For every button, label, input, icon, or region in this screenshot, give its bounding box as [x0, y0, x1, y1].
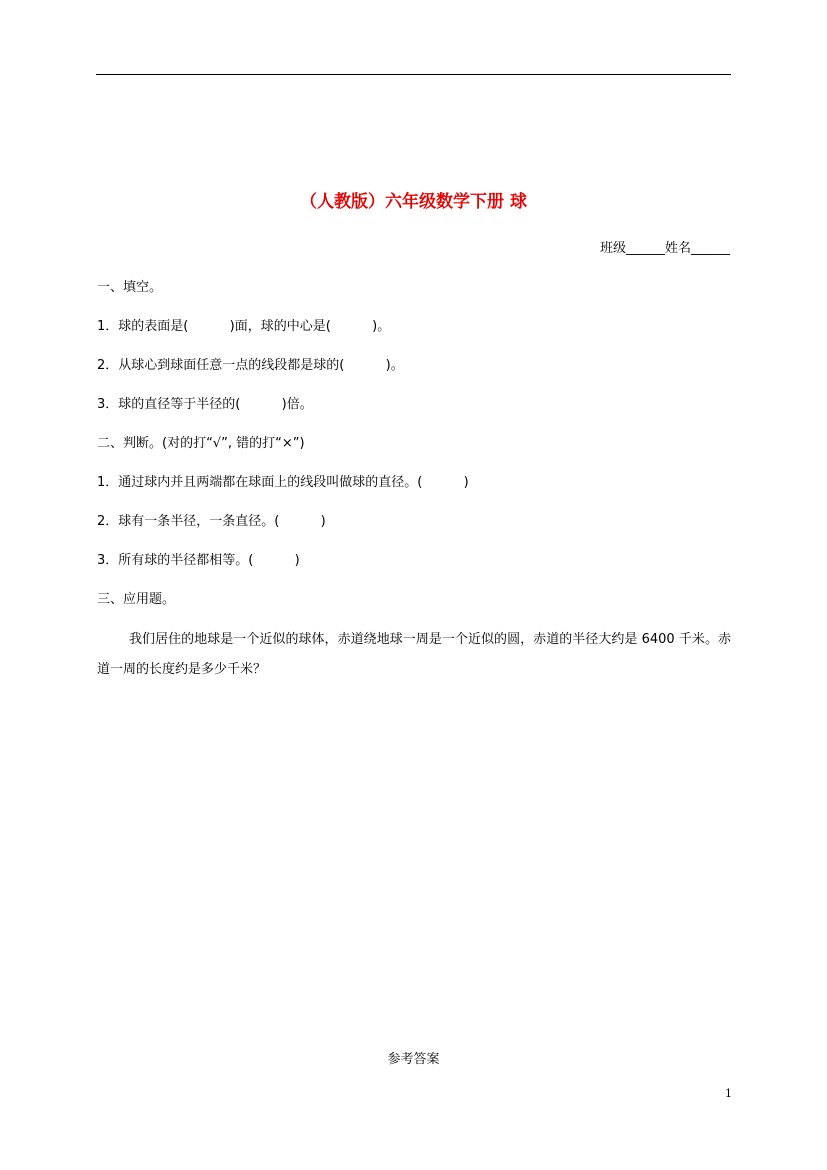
page-number: 1 — [725, 1087, 732, 1100]
fill-blank-question-3: 3．球的直径等于半径的( )倍。 — [97, 397, 313, 412]
application-problem: 我们居住的地球是一个近似的球体，赤道绕地球一周是一个近似的圆，赤道的半径大约是 6400 千米。赤道一周的长度约是多少千米？ — [97, 632, 731, 677]
section-1-heading: 一、填空。 — [97, 280, 163, 295]
section-2-heading: 二、判断。(对的打“√”, 错的打“×”) — [97, 436, 305, 451]
judge-question-3: 3．所有球的半径都相等。( ) — [97, 553, 300, 568]
judge-question-1: 1．通过球内并且两端都在球面上的线段叫做球的直径。( ) — [97, 475, 469, 490]
header-rule — [96, 74, 731, 75]
class-name-line: 班级______姓名______ — [599, 241, 730, 256]
fill-blank-question-1: 1．球的表面是( )面，球的中心是( )。 — [97, 319, 391, 334]
answer-key-label: 参考答案 — [387, 1052, 440, 1067]
fill-blank-question-2: 2．从球心到球面任意一点的线段都是球的( )。 — [97, 358, 404, 373]
judge-question-2: 2．球有一条半径，一条直径。( ) — [97, 514, 326, 529]
page-title: （人教版）六年级数学下册 球 — [300, 192, 527, 212]
section-3-heading: 三、应用题。 — [97, 592, 176, 607]
